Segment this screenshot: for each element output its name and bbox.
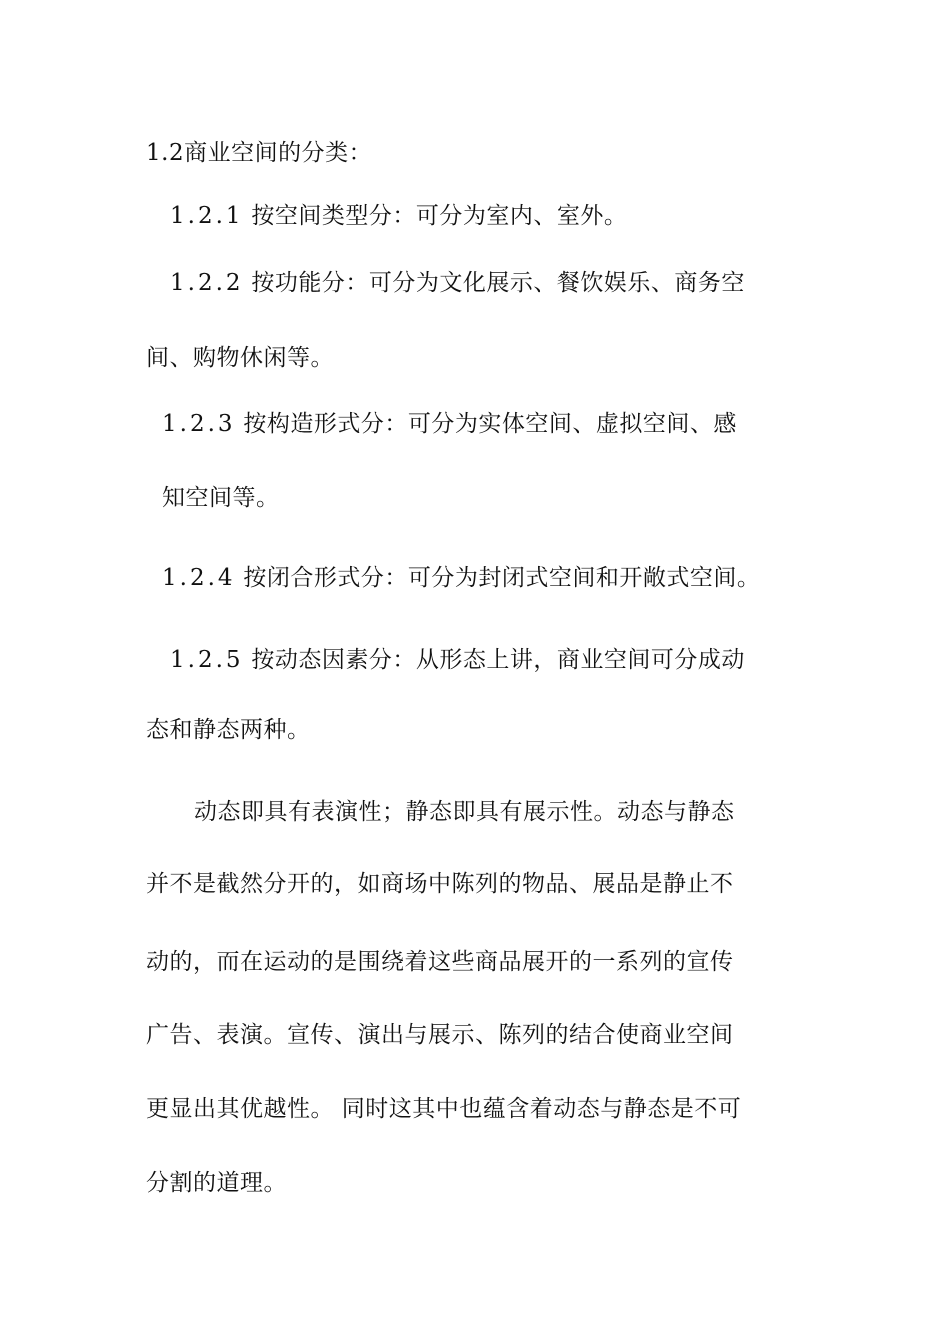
paragraph-text-1: 动态即具有表演性；静态即具有展示性。动态与静态 <box>194 799 735 825</box>
item-2-continuation: 间、购物休闲等。 <box>146 345 334 371</box>
paragraph-line-1 <box>194 797 735 827</box>
item-3-number: 1.2.3 <box>162 411 236 437</box>
item-2-number: 1.2.2 <box>170 270 244 296</box>
item-2-line-2 <box>146 343 334 373</box>
item-3-text: 按构造形式分：可分为实体空间、虚拟空间、感 <box>243 411 737 437</box>
item-1-number: 1.2.1 <box>170 203 244 229</box>
item-4-line-1 <box>162 563 760 593</box>
item-5-line-1 <box>170 645 745 675</box>
paragraph-line-3 <box>146 947 734 977</box>
item-1-line-1 <box>170 201 627 231</box>
item-3-line-1 <box>162 409 737 439</box>
item-4-number: 1.2.4 <box>162 565 236 591</box>
item-3-line-2 <box>162 483 280 513</box>
item-2-line-1 <box>170 268 745 298</box>
item-1-text: 按空间类型分：可分为室内、室外。 <box>251 203 628 229</box>
paragraph-text-6: 分割的道理。 <box>146 1170 287 1196</box>
item-5-line-2 <box>146 715 311 745</box>
paragraph-line-4 <box>146 1020 734 1050</box>
paragraph-text-4: 广告、表演。宣传、演出与展示、陈列的结合使商业空间 <box>146 1022 734 1048</box>
item-5-text: 按动态因素分：从形态上讲，商业空间可分成动 <box>251 647 745 673</box>
item-3-continuation: 知空间等。 <box>162 485 280 511</box>
paragraph-text-2: 并不是截然分开的，如商场中陈列的物品、展品是静止不 <box>146 871 734 897</box>
section-heading-text: 1.2商业空间的分类： <box>146 140 373 166</box>
item-4-text: 按闭合形式分：可分为封闭式空间和开敞式空间。 <box>243 565 761 591</box>
paragraph-line-6 <box>146 1168 287 1198</box>
paragraph-text-3: 动的，而在运动的是围绕着这些商品展开的一系列的宣传 <box>146 949 734 975</box>
item-5-number: 1.2.5 <box>170 647 244 673</box>
paragraph-line-2 <box>146 869 734 899</box>
section-heading <box>146 138 372 168</box>
paragraph-line-5 <box>146 1094 741 1124</box>
paragraph-text-5: 更显出其优越性。 同时这其中也蕴含着动态与静态是不可 <box>146 1096 742 1122</box>
item-2-text: 按功能分：可分为文化展示、餐饮娱乐、商务空 <box>251 270 745 296</box>
item-5-continuation: 态和静态两种。 <box>146 717 311 743</box>
